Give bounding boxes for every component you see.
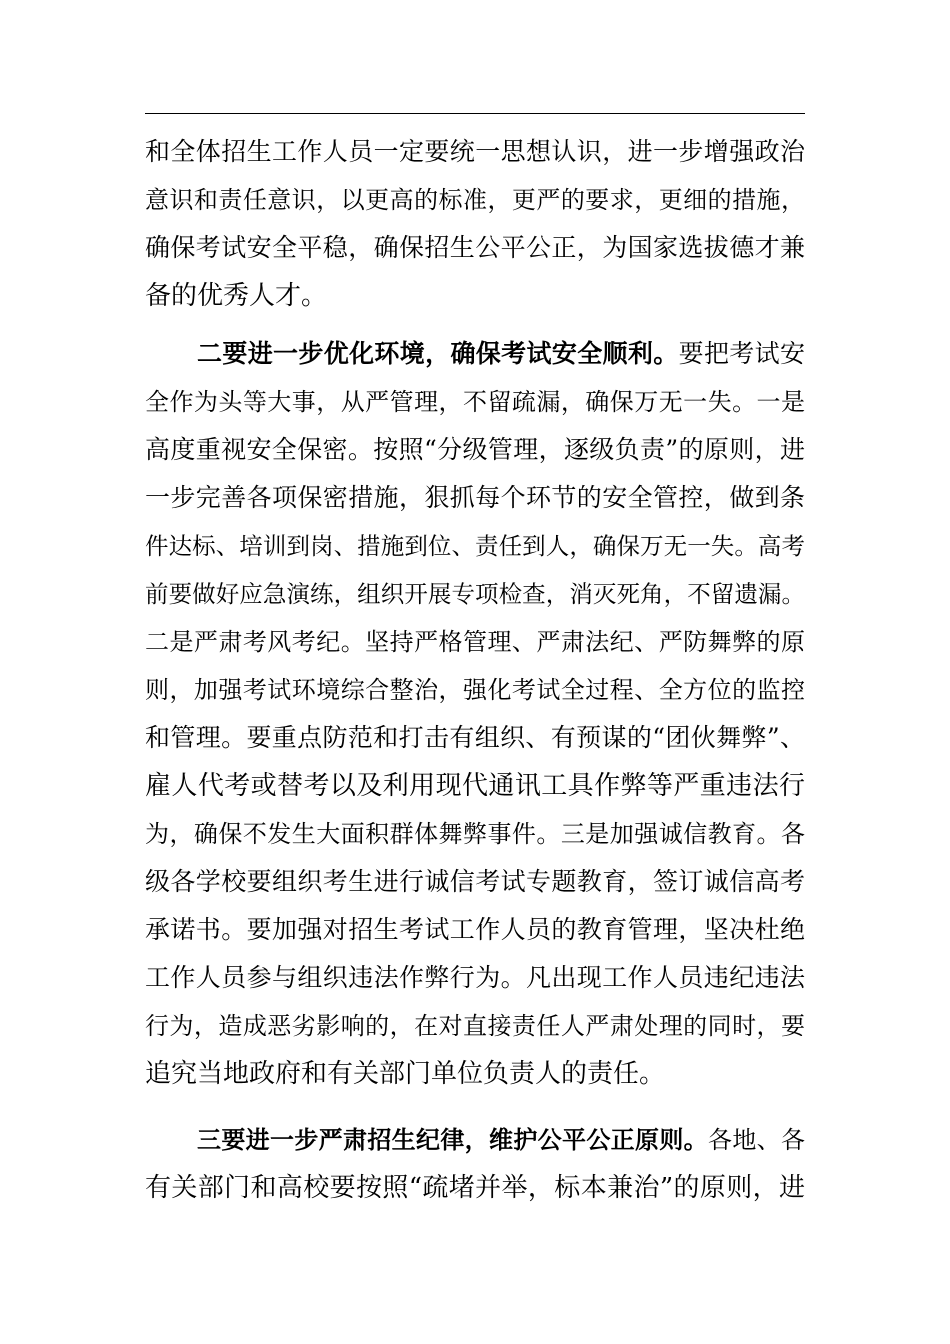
paragraph-line: 二是严肃考风考纪。坚持严格管理、严肃法纪、严防舞弊的原 [145, 628, 805, 656]
header-rule [145, 113, 805, 114]
paragraph-line: 有关部门和高校要按照“疏堵并举，标本兼治”的原则，进 [145, 1173, 805, 1203]
paragraph-line: 件达标、培训到岗、措施到位、责任到人，确保万无一失。高考 [145, 532, 805, 560]
paragraph-first-line [197, 1116, 805, 1164]
paragraph-text: 各地、各 [708, 1126, 805, 1154]
paragraph-line: 确保考试安全平稳，确保招生公平公正，为国家选拔德才兼 [145, 233, 805, 262]
paragraph-line: 级各学校要组织考生进行诚信考试专题教育，签订诚信高考 [145, 867, 805, 896]
paragraph-line: 前要做好应急演练，组织开展专项检查，消灭死角，不留遗漏。 [145, 580, 805, 608]
paragraph-line: 意识和责任意识，以更高的标准，更严的要求，更细的措施， [145, 186, 805, 214]
paragraph-line: 则，加强考试环境综合整治，强化考试全过程、全方位的监控 [145, 676, 805, 704]
paragraph-line: 行为，造成恶劣影响的，在对直接责任人严肃处理的同时，要 [145, 1012, 805, 1040]
section-heading: 二要进一步优化环境，确保考试安全顺利。 [197, 339, 679, 368]
paragraph-line: 追究当地政府和有关部门单位负责人的责任。 [145, 1059, 666, 1089]
paragraph-line: 备的优秀人才。 [145, 281, 328, 311]
paragraph-line: 为，确保不发生大面积群体舞弊事件。三是加强诚信教育。各 [145, 820, 805, 848]
paragraph-line: 和管理。要重点防范和打击有组织、有预谋的“团伙舞弊”、 [145, 723, 805, 752]
paragraph-line: 高度重视安全保密。按照“分级管理，逐级负责”的原则，进 [145, 435, 805, 464]
section-heading: 三要进一步严肃招生纪律，维护公平公正原则。 [197, 1126, 708, 1154]
paragraph-line: 承诺书。要加强对招生考试工作人员的教育管理，坚决杜绝 [145, 915, 805, 944]
paragraph-text: 要把考试安 [678, 339, 805, 368]
paragraph-line: 一步完善各项保密措施，狠抓每个环节的安全管控，做到条 [145, 483, 805, 512]
paragraph-line: 工作人员参与组织违法作弊行为。凡出现工作人员违纪违法 [145, 963, 805, 992]
paragraph-first-line [197, 330, 805, 378]
paragraph-line: 雇人代考或替考以及利用现代通讯工具作弊等严重违法行 [145, 771, 805, 801]
paragraph-line: 和全体招生工作人员一定要统一思想认识，进一步增强政治 [145, 137, 805, 166]
paragraph-line: 全作为头等大事，从严管理，不留疏漏，确保万无一失。一是 [145, 388, 805, 416]
